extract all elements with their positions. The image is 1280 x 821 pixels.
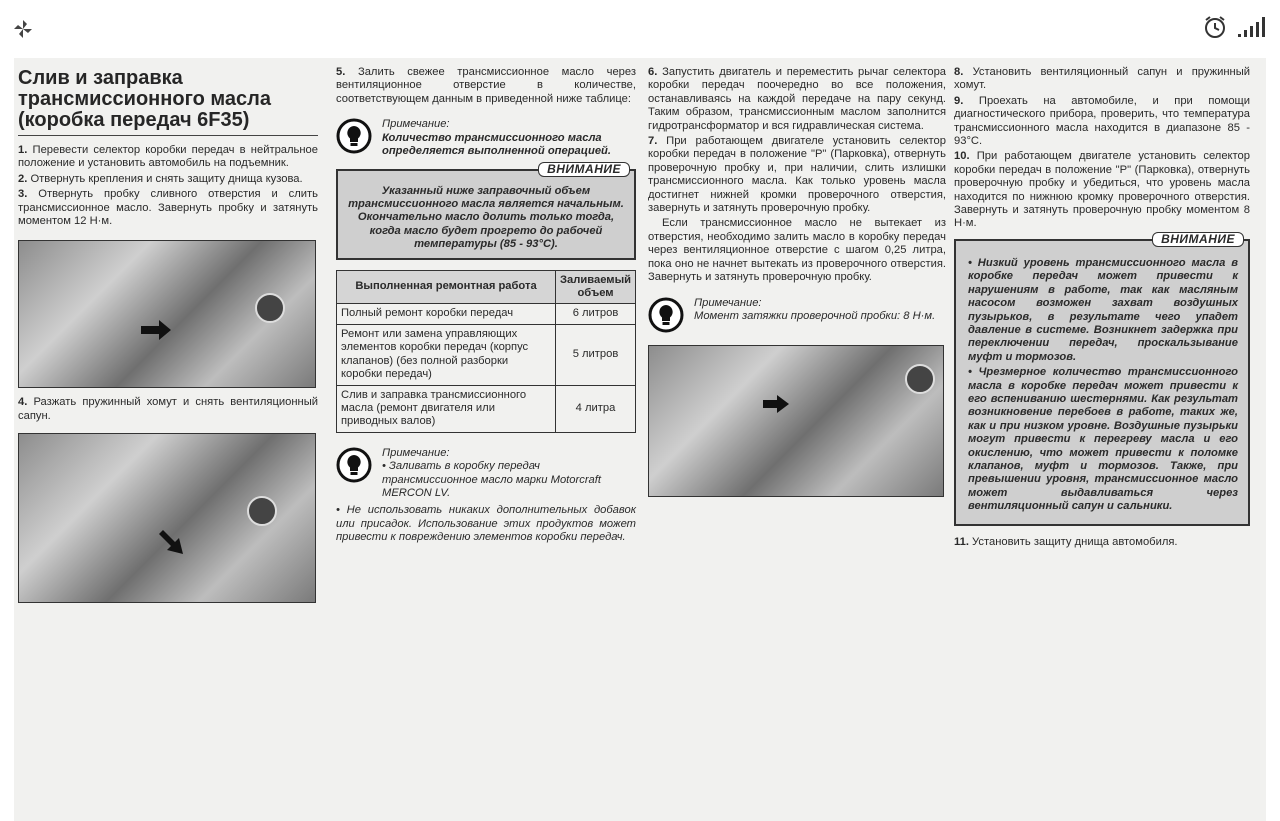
photo-marker-icon <box>247 496 277 526</box>
note-box: Примечание: Количество трансмиссионного масла определяется выполненной операцией. <box>336 118 636 158</box>
step-7: 7. При работающем двигателе установить селектор коробки передач в положение "Р" (Парковка), отвернуть проверочную пробку и, при наличии, слить излишки трансмиссионного масла. Как только уровень масла достигнет нижней кромки проверочного отверстия, завернуть и затянуть проверочную пробку. <box>648 135 946 215</box>
step-8: 8. Установить вентиляционный сапун и пружинный хомут. <box>954 66 1250 92</box>
arrow-icon <box>139 319 173 341</box>
step-6: 6. Запустить двигатель и переместить рычаг селектора коробки передач поочередно во все положения, останавливаясь на каждой передаче на пару секунд. Таким образом, трансмиссионным маслом заполнится гидротрансформатор и вся гидравлическая система. <box>648 66 947 132</box>
lightbulb-icon <box>336 118 374 158</box>
table-header: Выполненная ремонтная работа <box>337 270 556 304</box>
check-plug-photo <box>648 345 944 497</box>
note-box: Примечание: • Заливать в коробку передач трансмиссионное масло марки Motorcraft MERCON LV. <box>336 447 636 501</box>
breather-photo <box>18 433 316 603</box>
step-2: 2. Отвернуть крепления и снять защиту днища кузова. <box>18 172 303 185</box>
photo-marker-icon <box>255 293 285 323</box>
warning-box: ВНИМАНИЕ • Низкий уровень трансмиссионного масла в коробке передач может привести к нарушениям в работе, так как масляным насосом возможен захват воздушных пузырьков, в результате чего упадет давление в системе. Возникнет задержка при переключении передач, проскальзывание муфт и тормозов. • Чрезмерное количество трансмиссионного масла в коробке передач может привести к его вспениванию шестернями. Как результат возникновение перебоев в работе, таких же, как и при низком уровне. Воздушные пузырьки могут привести к перегреву масла и его окислению, что может привести к поломке клапанов, муфт и тормозов. Также, при превышении уровня, трансмиссионное масло может выдавливаться через вентиляционный сапун и сальники. <box>954 239 1250 526</box>
table-row: Слив и заправка трансмиссионного масла (ремонт двигателя или приводных валов) 4 литра <box>337 385 636 432</box>
pinwheel-icon <box>12 18 34 45</box>
lightbulb-icon <box>336 447 374 501</box>
warning-tag: ВНИМАНИЕ <box>538 162 630 177</box>
drain-plug-photo <box>18 240 316 388</box>
page-title: Слив и заправка трансмиссионного масла (коробка передач 6F35) <box>18 68 318 136</box>
step-3: 3. Отвернуть пробку сливного отверстия и слить трансмиссионное масло. Завернуть пробку и затянуть моментом 12 Н·м. <box>18 188 319 228</box>
warning-box: ВНИМАНИЕ Указанный ниже заправочный объем трансмиссионного масла является начальным. Окончательно масло долить только тогда, когда масло будет прогрето до рабочей температуры (85 - 93°С). <box>336 169 636 260</box>
warning-tag: ВНИМАНИЕ <box>1152 232 1244 247</box>
status-bar <box>0 0 1280 56</box>
table-header: Заливаемый объем <box>556 270 636 304</box>
step-5: 5. Залить свежее трансмиссионное масло через вентиляционное отверстие в количестве, соответствующем данным в приведенной ниже таблице: <box>336 66 637 105</box>
step-9: 9. Проехать на автомобиле, и при помощи диагностического прибора, проверить, что температура трансмиссионного масла находится в диапазоне 85 - 93°С. <box>954 94 1251 148</box>
step-4: 4. Разжать пружинный хомут и снять вентиляционный сапун. <box>18 396 319 422</box>
step-10: 10. При работающем двигателе установить селектор коробки передач в положение "Р" (Парковка), отвернуть проверочную пробку и убедиться, что уровень масла находится по нижнюю кромку проверочного отверстия. Завернуть и затянуть проверочную пробку моментом 8 Н·м. <box>954 150 1251 230</box>
fill-volume-table <box>336 270 636 433</box>
column-3 <box>648 66 946 497</box>
arrow-icon <box>761 394 791 414</box>
note-box: Примечание: Момент затяжки проверочной пробки: 8 Н·м. <box>648 297 946 337</box>
paragraph: Если трансмиссионное масло не вытекает из отверстия, необходимо залить масло в коробку передач через вентиляционное отверстие с шагом 0,25 литра, пока оно не начнет вытекать из проверочного отверстия. Завернуть и затянуть проверочную пробку. <box>648 217 946 284</box>
column-1 <box>18 66 318 603</box>
table-row: Полный ремонт коробки передач 6 литров <box>337 304 636 324</box>
arrow-icon <box>159 528 187 558</box>
signal-bars-icon <box>1236 15 1268 44</box>
step-11: 11. Установить защиту днища автомобиля. <box>954 535 1178 548</box>
alarm-clock-icon <box>1202 14 1228 45</box>
lightbulb-icon <box>648 297 686 337</box>
photo-marker-icon <box>905 364 935 394</box>
step-1: 1. Перевести селектор коробки передач в нейтральное положение и установить автомобиль на подъемник. <box>18 144 318 170</box>
column-2: 5. Залить свежее трансмиссионное масло через вентиляционное отверстие в количестве, соответствующем данным в приведенной ниже таблице: Примечание: Количество трансмиссионного масла определяется выполненной операцией. ВНИМАНИЕ Указанный ниже заправочный объем трансмиссионного масла является начальным. Окончательно масло долить только тогда, когда масло будет прогрето до рабочей температуры (85 - 93°С). Выполненная ремонтная работа Заливаемый объем Полный ремонт коробки передач 6 литров Ремонт или замена управляющих элементов коробки передач (корпус клапанов) (без полной разборки коробки передач) 5 литров Слив и заправка трансмиссионного масла (ремонт двигателя или приводных валов) 4 литра Примечание: • Заливать в коробку передач трансмиссионное масло марки Motorcraft MERCON LV. • Не использовать никаких дополнительных добавок или присадок. Использование этих продуктов может привести к повреждению элементов коробки передач. <box>336 66 637 544</box>
column-4 <box>954 66 1250 551</box>
manual-page <box>14 58 1266 821</box>
table-row: Ремонт или замена управляющих элементов коробки передач (корпус клапанов) (без полной разборки коробки передач) 5 литров <box>337 324 636 385</box>
